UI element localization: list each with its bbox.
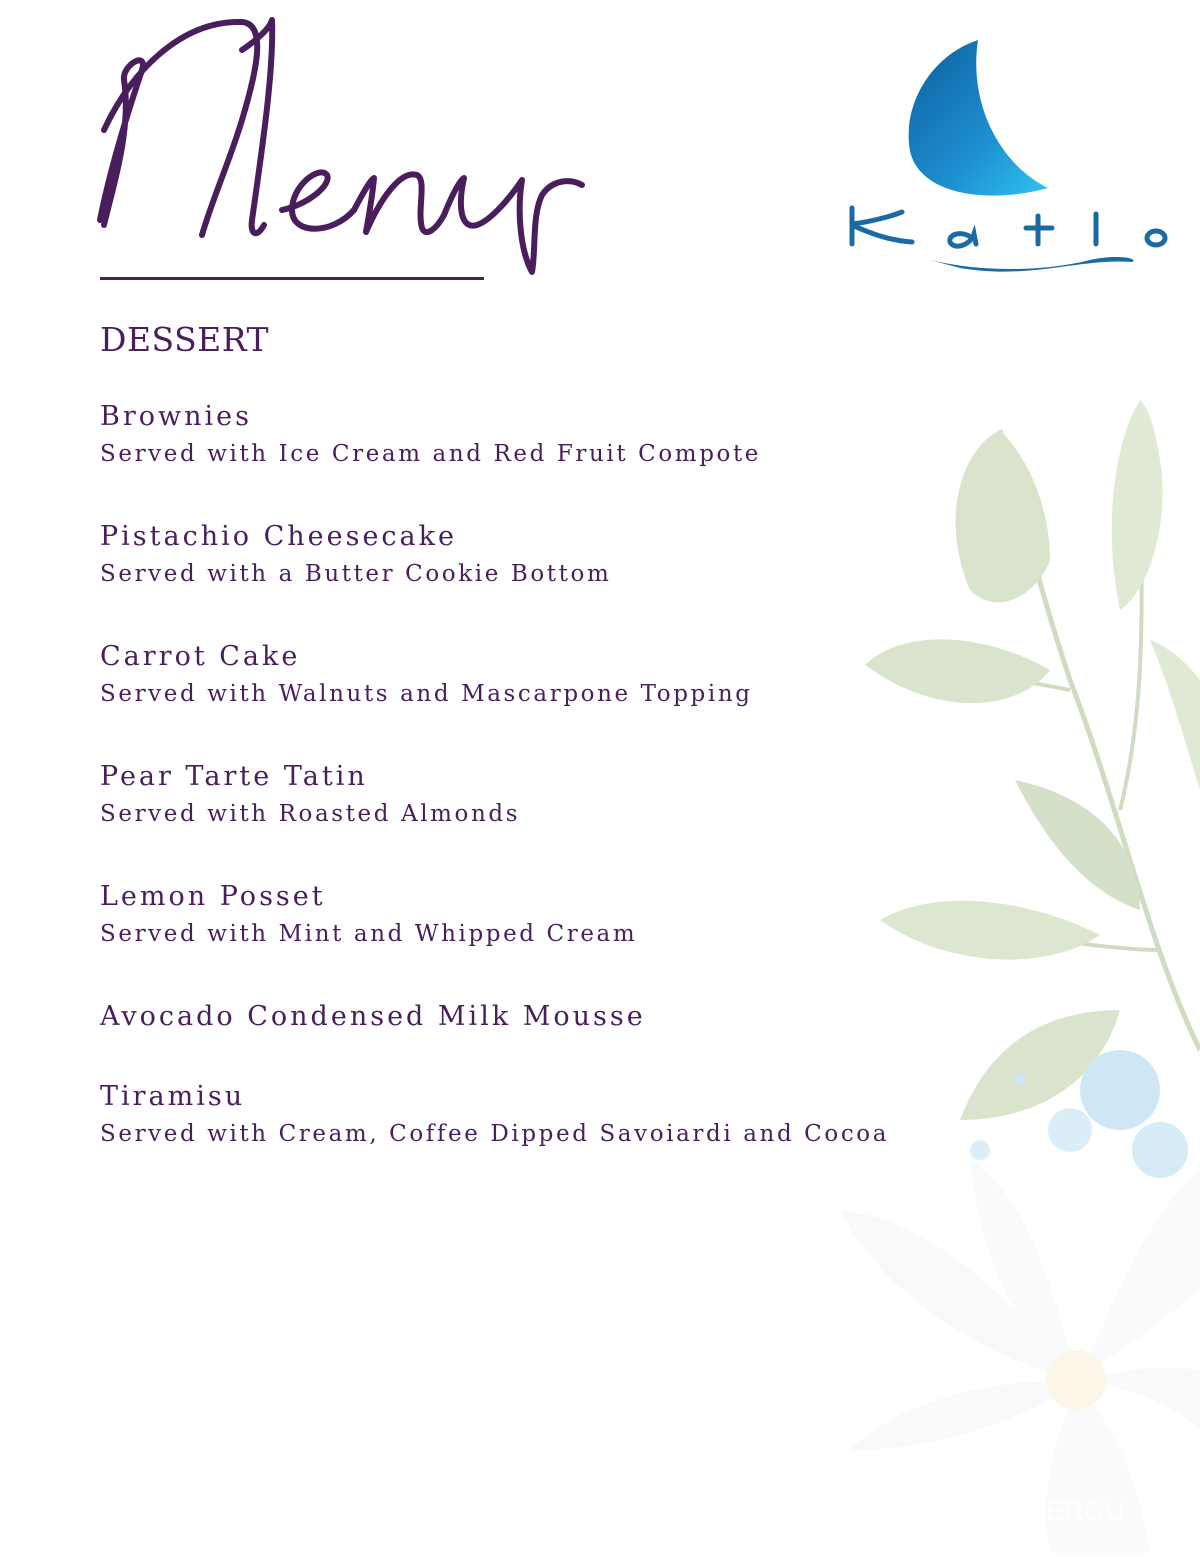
list-item xyxy=(100,1078,960,1152)
leaf-icon xyxy=(1015,780,1140,910)
wave-icon xyxy=(930,257,1134,272)
menu-script-title-graphic xyxy=(92,10,602,280)
list-item xyxy=(100,758,960,832)
petal-icon xyxy=(840,1210,1070,1380)
leaf-icon xyxy=(956,430,1050,602)
petal-icon xyxy=(850,1380,1075,1450)
item-description: Served with Ice Cream and Red Fruit Compote xyxy=(100,441,762,467)
item-name: Pistachio Cheesecake xyxy=(100,521,457,552)
watermark: RTERGU xyxy=(1010,1496,1126,1526)
item-name: Avocado Condensed Milk Mousse xyxy=(100,1001,646,1032)
item-description: Served with Mint and Whipped Cream xyxy=(100,921,638,947)
menu-items-list xyxy=(100,398,960,1198)
item-description: Served with Roasted Almonds xyxy=(100,801,521,827)
item-name: Carrot Cake xyxy=(100,641,301,672)
katlo-logo-graphic xyxy=(840,36,1180,286)
item-description: Served with Walnuts and Mascarpone Topping xyxy=(100,681,753,707)
petal-icon xyxy=(970,1160,1075,1375)
list-item xyxy=(100,998,960,1036)
item-name: Pear Tarte Tatin xyxy=(100,761,368,792)
item-description: Served with Cream, Coffee Dipped Savoiardi and Cocoa xyxy=(100,1121,890,1147)
petal-icon xyxy=(1082,1368,1200,1430)
item-name: Lemon Posset xyxy=(100,881,326,912)
leaf-icon xyxy=(1112,400,1163,610)
list-item xyxy=(100,398,960,472)
list-item xyxy=(100,878,960,952)
sail-icon xyxy=(909,40,1048,196)
menu-script-title xyxy=(92,10,602,280)
petal-icon xyxy=(1080,1170,1200,1375)
item-name: Brownies xyxy=(100,401,252,432)
katlo-logo xyxy=(840,36,1180,286)
item-name: Tiramisu xyxy=(100,1081,246,1112)
title-underline xyxy=(100,277,484,280)
section-title: DESSERT xyxy=(100,320,270,359)
petal-icon xyxy=(1046,1385,1150,1553)
flower-center-icon xyxy=(1046,1350,1106,1410)
item-description: Served with a Butter Cookie Bottom xyxy=(100,561,612,587)
list-item xyxy=(100,638,960,712)
leaf-icon xyxy=(1150,640,1200,790)
leaf-icon xyxy=(960,1010,1120,1120)
list-item xyxy=(100,518,960,592)
